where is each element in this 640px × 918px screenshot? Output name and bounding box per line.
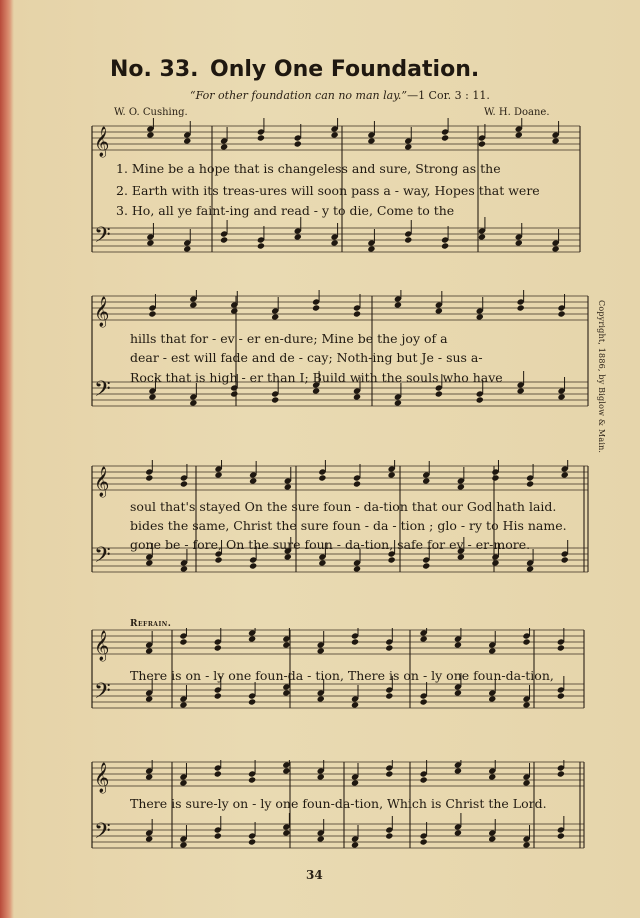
staff-treble-3 — [92, 466, 588, 490]
page-number: 34 — [306, 868, 323, 882]
bass-clef-icon: 𝄢 — [94, 679, 111, 709]
treble-clef-icon: 𝄞 — [94, 127, 110, 157]
staff-bass-5 — [92, 824, 584, 848]
lyric-line-3-3: gone be - fore, On the sure foun - da-tion, safe for ev - er-more. — [130, 537, 531, 552]
staff-treble-4 — [92, 630, 584, 654]
staff-bass-2 — [92, 382, 588, 406]
scripture-quote: “For other foundation can no man lay.” — [190, 89, 408, 102]
staff-bass-1 — [92, 228, 580, 252]
treble-clef-icon: 𝄞 — [94, 297, 110, 327]
lyric-line-3-1: soul that's stayed On the sure foun - da-tion that our God hath laid. — [130, 499, 557, 514]
staff-treble-5 — [92, 762, 584, 786]
hymn-title: Only One Foundation. — [210, 57, 480, 82]
treble-clef-icon: 𝄞 — [94, 467, 110, 497]
notes-treble-4 — [145, 628, 565, 655]
hymn-header — [110, 57, 530, 91]
scripture-citation — [190, 89, 520, 102]
hymn-number: No. 33. — [110, 57, 199, 82]
bass-clef-icon: 𝄢 — [94, 819, 111, 849]
notes-treble-1 — [146, 118, 559, 151]
lyric-line-4-1: There is on - ly one foun-da - tion, There is on - ly one foun-da-tion, — [130, 668, 554, 683]
notes-bass-5 — [145, 813, 565, 849]
notes-treble-3 — [145, 460, 569, 491]
treble-clef-icon: 𝄞 — [94, 631, 110, 661]
lyric-line-3-2: bides the same, Christ the sure foun - da - tion ; glo - ry to His name. — [130, 518, 567, 533]
composer-credit: W. H. Doane. — [484, 107, 550, 118]
bass-clef-icon: 𝄢 — [94, 223, 111, 253]
lyric-line-2-3: Rock that is high - er than I; Build with the souls who have — [130, 370, 503, 385]
notes-bass-1 — [146, 217, 559, 253]
notes-treble-2 — [148, 290, 565, 321]
notes-treble-5 — [145, 760, 565, 787]
lyric-line-1-1: 1. Mine be a hope that is changeless and sure, Strong as the — [116, 161, 501, 176]
lyric-line-2-1: hills that for - ev - er en-dure; Mine be the joy of a — [130, 331, 448, 346]
bass-clef-icon: 𝄢 — [94, 377, 111, 407]
lyric-line-1-2: 2. Earth with its treas-ures will soon pass a - way, Hopes that were — [116, 183, 540, 198]
staff-treble-2 — [92, 296, 588, 320]
staff-bass-4 — [92, 684, 584, 708]
lyricist-credit: W. O. Cushing. — [114, 107, 188, 118]
refrain-label: Refrain. — [130, 619, 172, 629]
lyric-line-2-2: dear - est will fade and de - cay; Noth-ing but Je - sus a- — [130, 350, 483, 365]
music-system-5 — [0, 760, 640, 870]
copyright-notice: Copyright, 1886, by Biglow & Main. — [597, 300, 606, 454]
lyric-line-5-1: There is sure-ly on - ly one foun-da-tion, Which is Christ the Lord. — [130, 796, 547, 811]
scripture-reference: —1 Cor. 3 : 11. — [407, 89, 490, 102]
lyric-line-1-3: 3. Ho, all ye faint-ing and read - y to die, Come to the — [116, 203, 455, 218]
bass-clef-icon: 𝄢 — [94, 543, 111, 573]
treble-clef-icon: 𝄞 — [94, 763, 110, 793]
